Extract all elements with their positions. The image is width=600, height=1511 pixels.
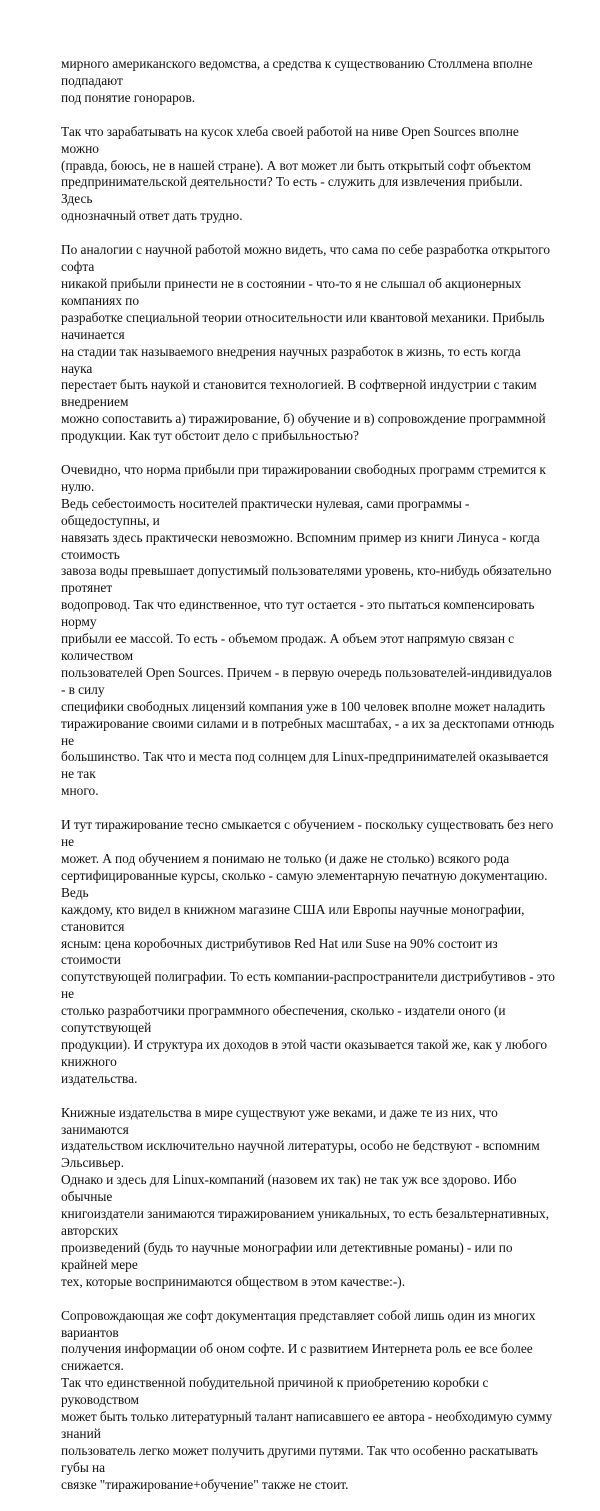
paragraph-1: мирного американского ведомства, а средства к существованию Столлмена вполне подпадают под понятие гонораров. <box>61 56 533 105</box>
paragraph-7: Сопровождающая же софт документация представляет собой лишь один из многих вариантов получения информации об оном софте. И с развитием Интернета роль ее все более снижается. Так что единственной побудительной причиной к приобретению коробки с руководством может быть только литературный талант написавшего ее автора - необходимую сумму знаний пользователь легко может получить другими путями. Так что особенно раскатывать губы на связке "тиражирование+обучение" также не стоит. <box>61 1307 553 1492</box>
paragraph-6: Книжные издательства в мире существуют уже веками, и даже те из них, что занимаются издательством исключительно научной литературы, особо не бедствуют - вспомним Эльсивьер. Однако и здесь для Linux-компаний (назовем их так) не так уж все здорово. Ибо обычные книгоиздатели занимаются тиражированием уникальных, то есть безальтернативных, авторских произведений (будь то научные монографии или детективные романы) - или по крайней мере тех, которые воспринимаются обществом в этом качестве:-). <box>61 1104 550 1289</box>
paragraph-2: Так что зарабатывать на кусок хлеба своей работой на ниве Open Sources вполне можно (правда, боюсь, не в нашей стране). А вот может ли быть открытый софт объектом предпринимательской деятельности? То есть - служить для извлечения прибыли. Здесь однозначный ответ дать трудно. <box>61 123 531 224</box>
paragraph-5: И тут тиражирование тесно смыкается с обучением - поскольку существовать без него не может. А под обучением я понимаю не только (и даже не столько) всякого рода сертифицированные курсы, сколько - самую элементарную печатную документацию. Ведь каждому, кто видел в книжном магазине США или Европы научные монографии, становится ясным: цена коробочных дистрибутивов Red Hat или Suse на 90% состоит из стоимости сопутствующей полиграфии. То есть компании-распространители дистрибутивов - это не столько разработчики программного обеспечения, сколько - издатели оного (и сопутствующей продукции). И структура их доходов в этой части оказывается такой же, как у любого книжного издательства. <box>61 817 555 1086</box>
paragraph-4: Очевидно, что норма прибыли при тиражировании свободных программ стремится к нулю. Ведь себестоимость носителей практически нулевая, сами программы - общедоступны, и навязать здесь практически невозможно. Вспомним пример из книги Линуса - когда стоимость завоза воды превышает допустимый пользователями уровень, кто-нибудь обязательно протянет водопровод. Так что единственное, что тут остается - это пытаться компенсировать норму прибыли ее массой. То есть - объемом продаж. А объем этот напрямую связан с количеством пользователей Open Sources. Причем - в первую очередь пользователей-индивидуалов - в силу специфики свободных лицензий компания уже в 100 человек вполне может наладить тиражирование своими силами и в потребных масштабах, - а их за десктопами отнюдь не большинство. Так что и места под солнцем для Linux-предпринимателей оказывается не так много. <box>61 462 555 799</box>
document-page <box>61 56 555 1511</box>
paragraph-3: По аналогии с научной работой можно видеть, что сама по себе разработка открытого софта никакой прибыли принести не в состоянии - что-то я не слышал об акционерных компаниях по разработке специальной теории относительности или квантовой механики. Прибыль начинается на стадии так называемого внедрения научных разработок в жизнь, то есть когда наука перестает быть наукой и становится технологией. В софтверной индустрии с таким внедрением можно сопоставить а) тиражирование, б) обучение и в) сопровождение программной продукции. Как тут обстоит дело с прибыльностью? <box>61 242 551 444</box>
